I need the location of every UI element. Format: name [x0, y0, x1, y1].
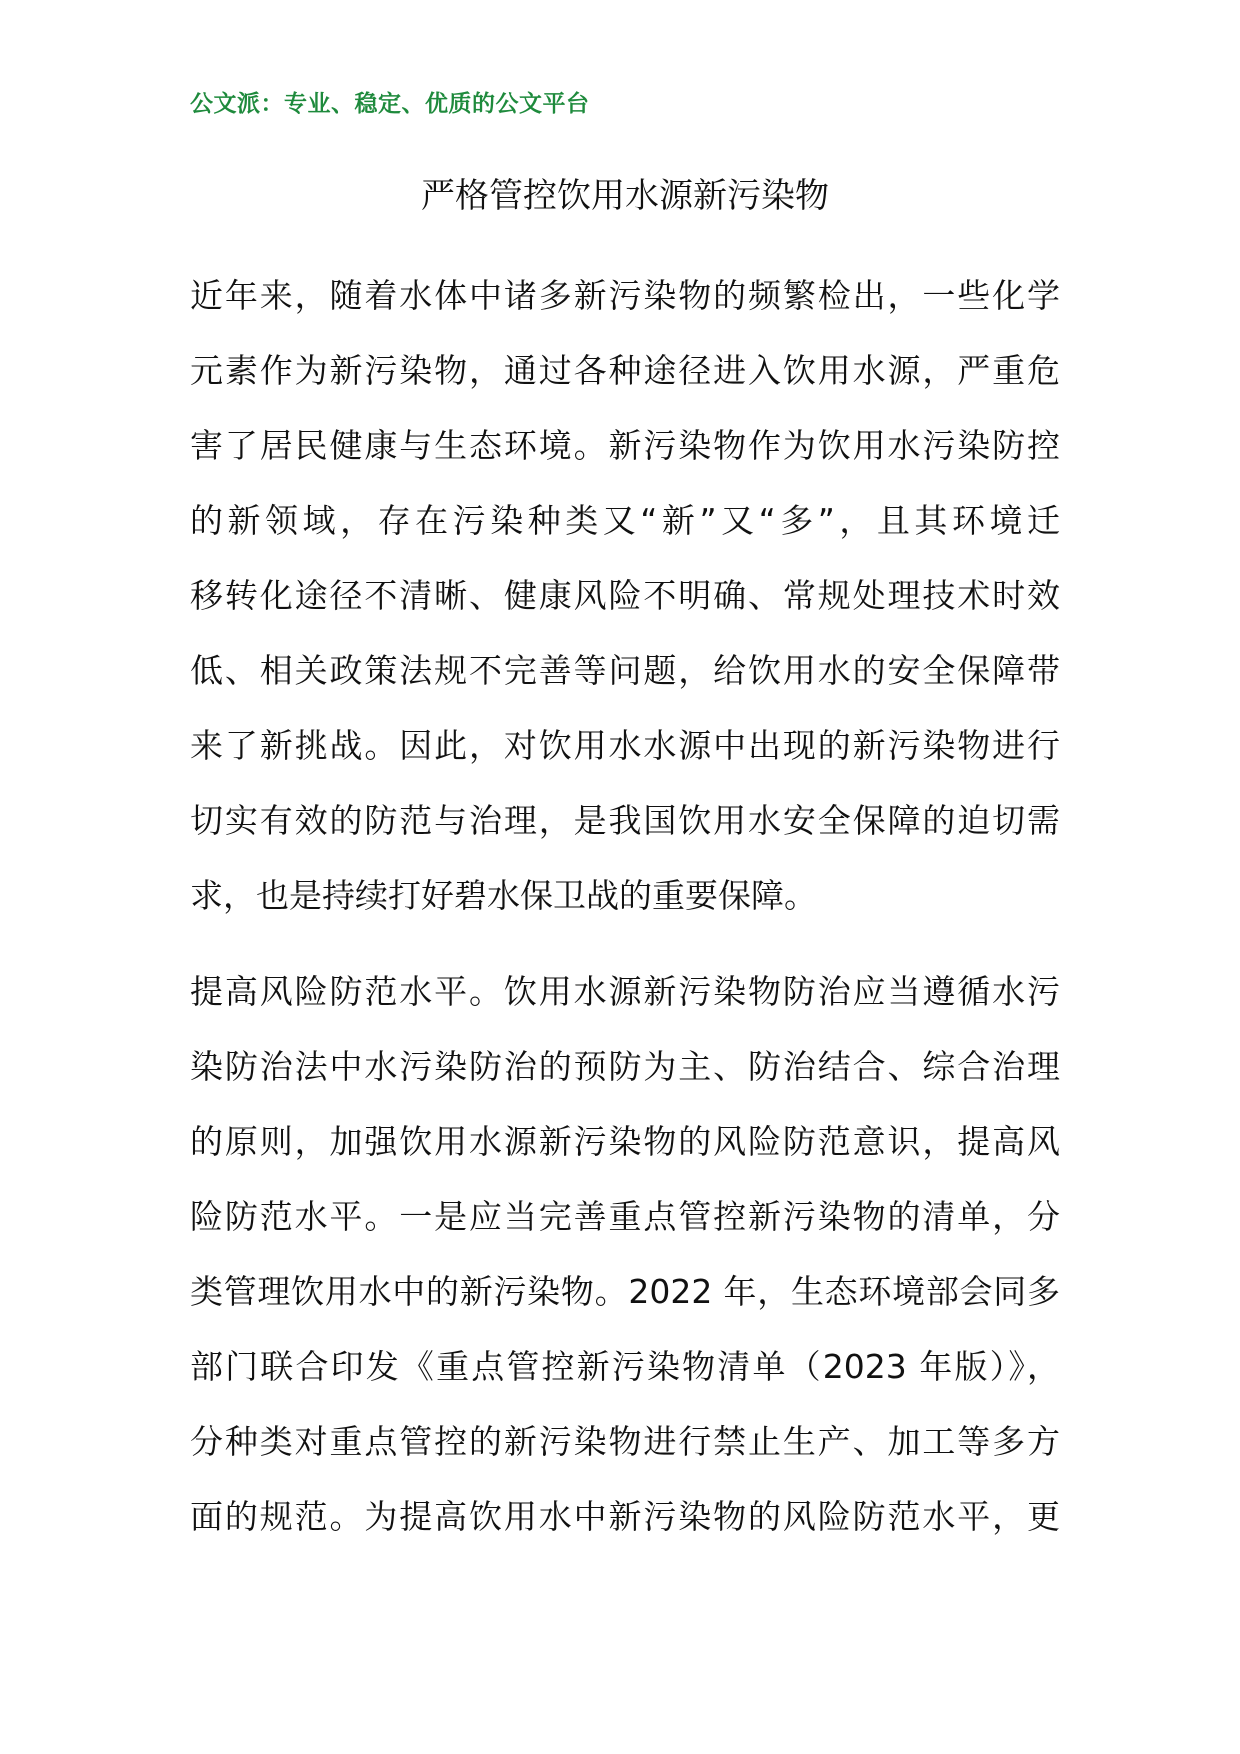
text-line: 类管理饮用水中的新污染物。2022 年，生态环境部会同多	[190, 1272, 1060, 1311]
text-line: 的新领域，存在污染种类又“新”又“多”，且其环境迁	[190, 501, 1060, 540]
text-line: 的原则，加强饮用水源新污染物的风险防范意识，提高风	[190, 1122, 1060, 1161]
text-line: 近年来，随着水体中诸多新污染物的频繁检出，一些化学	[190, 276, 1060, 315]
text-line: 来了新挑战。因此，对饮用水水源中出现的新污染物进行	[190, 726, 1060, 765]
text-line: 求，也是持续打好碧水保卫战的重要保障。	[190, 876, 817, 915]
text-line: 提高风险防范水平。饮用水源新污染物防治应当遵循水污	[190, 972, 1060, 1011]
text-line: 切实有效的防范与治理，是我国饮用水安全保障的迫切需	[190, 801, 1060, 840]
paragraph	[190, 954, 1060, 1554]
document-title: 严格管控饮用水源新污染物	[421, 176, 829, 216]
text-line: 害了居民健康与生态环境。新污染物作为饮用水污染防控	[190, 426, 1060, 465]
brand-slogan: 公文派：专业、稳定、优质的公文平台	[190, 90, 590, 117]
text-line: 染防治法中水污染防治的预防为主、防治结合、综合治理	[190, 1047, 1060, 1086]
document-body	[190, 258, 1060, 1575]
text-line: 险防范水平。一是应当完善重点管控新污染物的清单，分	[190, 1197, 1060, 1236]
text-line: 移转化途径不清晰、健康风险不明确、常规处理技术时效	[190, 576, 1060, 615]
text-line: 分种类对重点管控的新污染物进行禁止生产、加工等多方	[190, 1422, 1060, 1461]
paragraph	[190, 258, 1060, 933]
text-line: 元素作为新污染物，通过各种途径进入饮用水源，严重危	[190, 351, 1060, 390]
text-line: 部门联合印发《重点管控新污染物清单（2023 年版）》，	[190, 1347, 1060, 1386]
text-line: 低、相关政策法规不完善等问题，给饮用水的安全保障带	[190, 651, 1060, 690]
text-line: 面的规范。为提高饮用水中新污染物的风险防范水平，更	[190, 1497, 1060, 1536]
